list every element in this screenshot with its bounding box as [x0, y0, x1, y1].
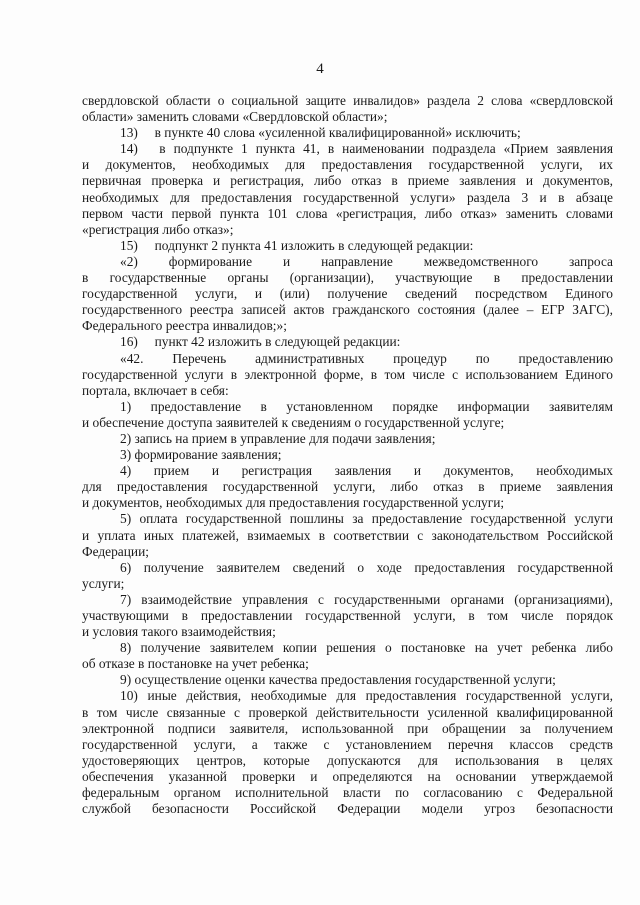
text-line: и документов, необходимых для предоставления государственной услуги; — [82, 495, 505, 511]
text-line: 14) в подпункте 1 пункта 41, в наименовании подраздела «Прием заявления — [120, 141, 613, 157]
text-line: и уплата иных платежей, взимаемых в соответствии с законодательством Российской — [82, 527, 613, 543]
text-line: и условия такого взаимодействия; — [82, 624, 276, 640]
text-line: 1) предоставление в установленном порядке информации заявителям — [120, 398, 613, 414]
text-line: службой безопасности Российской Федерации модели угроз безопасности — [82, 801, 613, 817]
text-line: области» заменить словами «Свердловской области»; — [82, 109, 388, 125]
text-line: Федерального реестра инвалидов;»; — [82, 318, 287, 334]
text-line: для предоставления государственной услуги, либо отказ в приеме заявления — [82, 479, 613, 495]
page-number: 4 — [316, 61, 324, 77]
text-line: 10) иные действия, необходимые для предоставления государственной услуги, — [120, 688, 613, 704]
text-line: в государственные органы (организации), участвующие в предоставлении — [82, 270, 613, 286]
text-line: 15) подпункт 2 пункта 41 изложить в следующей редакции: — [120, 237, 474, 253]
text-line: услуги; — [82, 575, 125, 591]
text-line: государственной услуги в электронной форме, в том числе с использованием Единого — [82, 366, 613, 382]
text-line: 9) осуществление оценки качества предоставления государственной услуги; — [120, 672, 556, 688]
text-line: федеральным органом исполнительной власти по согласованию с Федеральной — [82, 785, 613, 801]
document-body — [82, 93, 613, 817]
text-line: «регистрация либо отказ»; — [82, 221, 234, 237]
text-line: участвующими в предоставлении государственной услуги, в том числе порядок — [82, 608, 613, 623]
text-line: «42. Перечень административных процедур по предоставлению — [120, 350, 613, 366]
text-line: 7) взаимодействие управления с государственными органами (организациями), — [120, 591, 613, 607]
text-line: обеспечения указанной проверки и определяются на основании утверждаемой — [82, 768, 613, 784]
text-line: необходимых для предоставления государственной услуги» раздела 3 и в абзаце — [82, 189, 613, 205]
text-line: государственной услуги, а также с установлением перечня классов средств — [82, 736, 613, 752]
text-line: «2) формирование и направление межведомственного запроса — [120, 253, 613, 269]
text-line: государственной услуги, и (или) получение сведений посредством Единого — [82, 286, 613, 302]
text-line: 13) в пункте 40 слова «усиленной квалифицированной» исключить; — [120, 125, 521, 141]
text-line: 3) формирование заявления; — [120, 447, 282, 463]
text-line: 2) запись на прием в управление для подачи заявления; — [120, 430, 436, 446]
text-line: и документов, необходимых для предоставления государственной услуги, их — [82, 157, 613, 173]
text-line: 16) пункт 42 изложить в следующей редакции: — [120, 334, 401, 350]
text-line: 8) получение заявителем копии решения о постановке на учет ребенка либо — [120, 640, 613, 656]
text-line: государственного реестра записей актов гражданского состояния (далее – ЕГР ЗАГС), — [82, 302, 613, 318]
text-line: электронной подписи заявителя, использованной при обращении за получением — [82, 720, 613, 736]
text-line: первичная проверка и регистрация, либо отказ в приеме заявления и документов, — [82, 173, 613, 189]
text-line: первом части первой пункта 101 слова «регистрация, либо отказ» заменить словами — [82, 205, 613, 221]
text-line: 4) прием и регистрация заявления и документов, необходимых — [120, 463, 613, 479]
text-line: об отказе в постановке на учет ребенка; — [82, 656, 309, 672]
text-line: Федерации; — [82, 543, 149, 559]
text-line: портала, включает в себя: — [82, 382, 229, 398]
text-line: свердловской области о социальной защите инвалидов» раздела 2 слова «свердловской — [82, 93, 613, 108]
text-line: 5) оплата государственной пошлины за предоставление государственной услуги — [120, 511, 613, 527]
text-line: и обеспечение доступа заявителей к сведениям о государственной услуге; — [82, 414, 505, 430]
text-line: удостоверяющих центров, которые допускаются для использования в целях — [82, 752, 613, 768]
text-line: 6) получение заявителем сведений о ходе предоставления государственной — [120, 559, 613, 575]
text-line: в том числе связанные с проверкой действительности усиленной квалифицированной — [82, 704, 613, 720]
